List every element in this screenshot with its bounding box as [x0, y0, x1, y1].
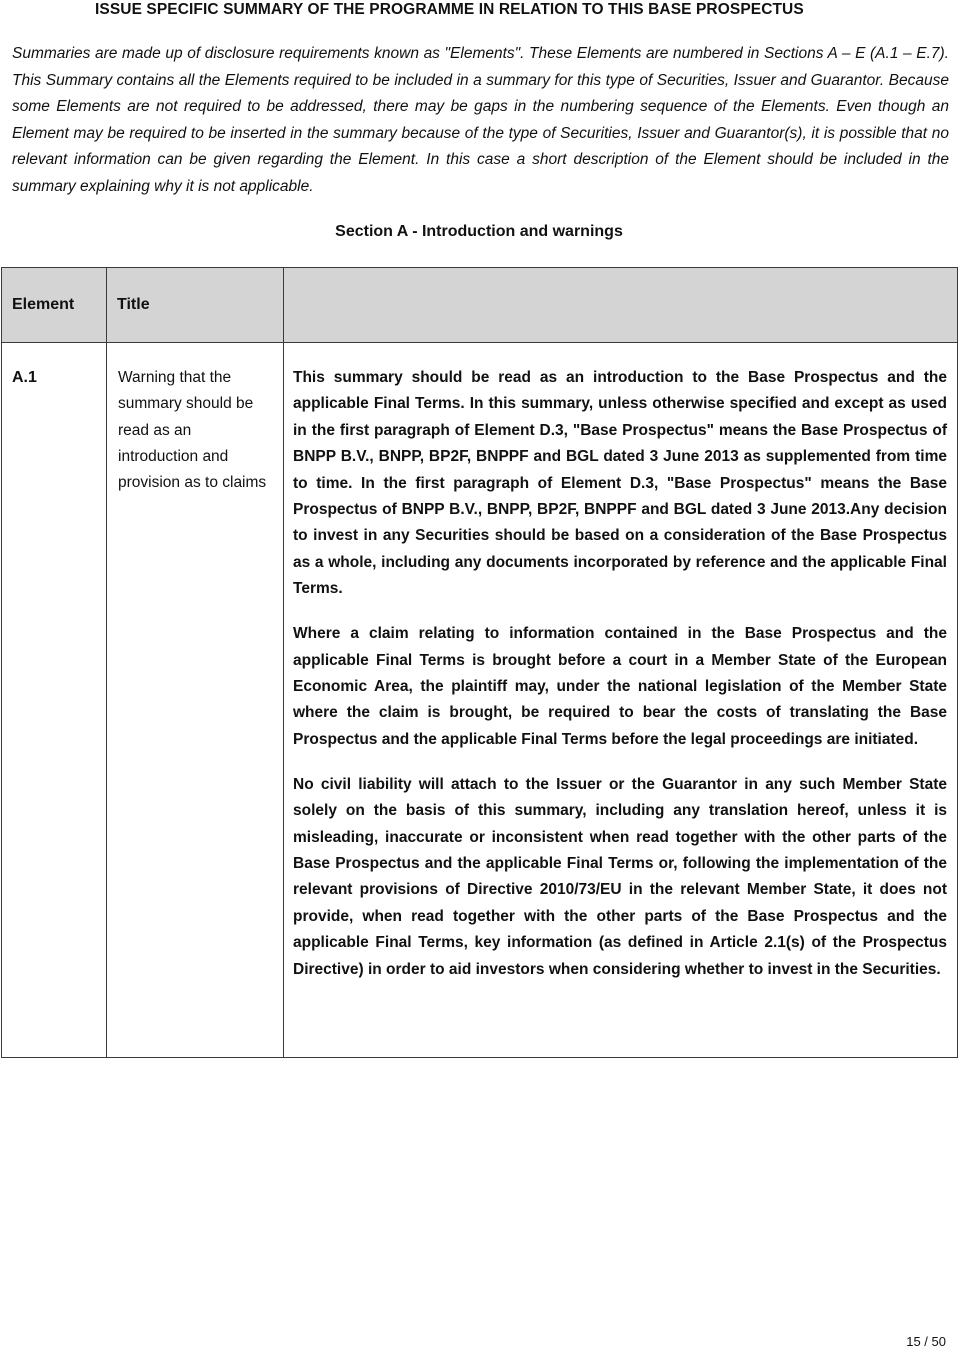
- element-id-cell: A.1: [2, 343, 107, 1058]
- body-paragraph: This summary should be read as an introduction to the Base Prospectus and the applicable Final Terms. In this summary, unless otherwise specified and except as used in the first paragraph of Element D.3, "Base Prospectus" means the Base Prospectus of BNPP B.V., BNPP, BP2F, BNPPF and BGL dated 3 June 2013 as supplemented from time to time. In the first paragraph of Element D.3, "Base Prospectus" means the Base Prospectus of BNPP B.V., BNPP, BP2F, BNPPF and BGL dated 3 June 2013.Any decision to invest in any Securities should be based on a consideration of the Base Prospectus as a whole, including any documents incorporated by reference and the applicable Final Terms.: [293, 369, 947, 598]
- summary-table: [1, 267, 958, 1058]
- section-heading: Section A - Introduction and warnings: [335, 223, 623, 240]
- intro-paragraph: Summaries are made up of disclosure requirements known as "Elements". These Elements are numbered in Sections A – E (A.1 – E.7). This Summary contains all the Elements required to be included in a summary for this type of Securities, Issuer and Guarantor. Because some Elements are not required to be addressed, there may be gaps in the numbering sequence of the Elements. Even though an Element may be required to be inserted in the summary because of the type of Securities, Issuer and Guarantor(s), it is possible that no relevant information can be given regarding the Element. In this case a short description of the Element should be included in the summary explaining why it is not applicable.: [12, 45, 949, 195]
- body-paragraph: Where a claim relating to information contained in the Base Prospectus and the applicable Final Terms is brought before a court in a Member State of the European Economic Area, the plaintiff may, under the national legislation of the Member State where the claim is brought, be required to bear the costs of translating the Base Prospectus and the applicable Final Terms before the legal proceedings are initiated.: [293, 625, 947, 748]
- header-title: Title: [107, 268, 284, 343]
- page-number: 15 / 50: [906, 1334, 946, 1349]
- body-paragraph: No civil liability will attach to the Issuer or the Guarantor in any such Member State solely on the basis of this summary, including any translation hereof, unless it is misleading, inaccurate or inconsistent when read together with the other parts of the Base Prospectus and the applicable Final Terms or, following the implementation of the relevant provisions of Directive 2010/73/EU in the relevant Member State, it does not provide, when read together with the other parts of the Base Prospectus and the applicable Final Terms, key information (as defined in Article 2.1(s) of the Prospectus Directive) in order to aid investors when considering whether to invest in the Securities.: [293, 775, 947, 978]
- header-element: Element: [2, 268, 107, 343]
- element-body-cell: [284, 343, 958, 1058]
- document-header: ISSUE SPECIFIC SUMMARY OF THE PROGRAMME IN RELATION TO THIS BASE PROSPECTUS: [95, 1, 804, 18]
- header-body: [284, 268, 958, 343]
- element-title-cell: Warning that the summary should be read as an introduction and provision as to claims: [107, 343, 284, 1058]
- table-header-row: [2, 268, 958, 343]
- table-row: [2, 343, 958, 1058]
